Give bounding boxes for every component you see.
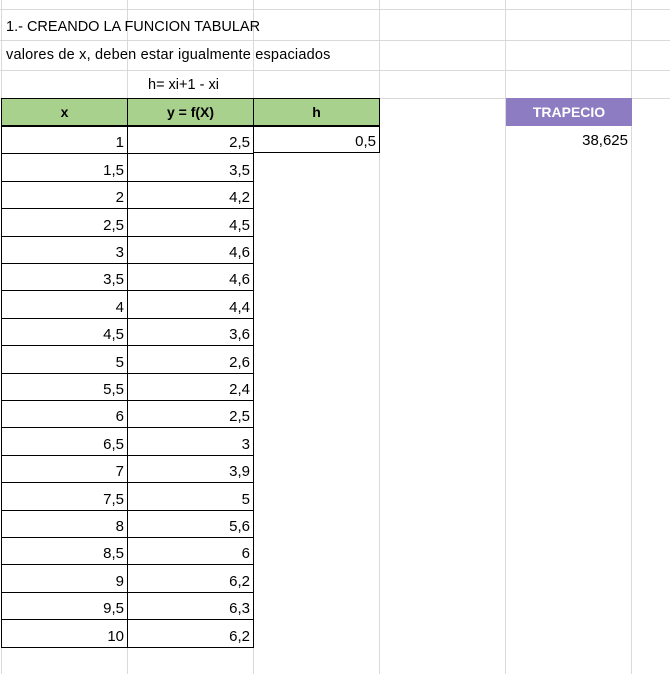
x-value: 7,5 <box>103 491 124 508</box>
x-cell[interactable] <box>1 263 128 291</box>
y-value: 4,2 <box>229 189 250 206</box>
trapecio-label[interactable]: TRAPECIO <box>506 98 632 126</box>
x-value: 7 <box>115 463 124 480</box>
x-value: 6 <box>115 408 124 425</box>
y-cell[interactable] <box>127 318 254 346</box>
h-value: 0,5 <box>355 133 376 150</box>
x-value: 1,5 <box>103 162 124 179</box>
y-value: 4,6 <box>229 244 250 261</box>
y-cell[interactable] <box>127 400 254 428</box>
x-value: 9 <box>115 573 124 590</box>
y-cell[interactable] <box>127 153 254 182</box>
trapecio-value[interactable]: 38,625 <box>582 132 628 149</box>
y-cell[interactable] <box>127 537 254 565</box>
h-value-cell[interactable] <box>253 126 380 153</box>
gridline <box>0 40 670 41</box>
x-value: 8,5 <box>103 545 124 562</box>
header-y[interactable]: y = f(X) <box>127 98 254 126</box>
x-cell[interactable] <box>1 126 128 154</box>
x-cell[interactable] <box>1 564 128 593</box>
y-cell[interactable] <box>127 126 254 154</box>
x-value: 10 <box>107 628 124 645</box>
x-cell[interactable] <box>1 318 128 346</box>
y-value: 3 <box>241 436 250 453</box>
y-value: 3,9 <box>229 463 250 480</box>
y-value: 2,6 <box>229 354 250 371</box>
y-cell[interactable] <box>127 619 254 648</box>
x-value: 4,5 <box>103 326 124 343</box>
y-cell[interactable] <box>127 455 254 483</box>
sheet-title[interactable]: 1.- CREANDO LA FUNCION TABULAR <box>6 19 261 35</box>
x-value: 2 <box>115 189 124 206</box>
x-cell[interactable] <box>1 181 128 209</box>
x-cell[interactable] <box>1 208 128 237</box>
x-value: 3,5 <box>103 271 124 288</box>
formula-note[interactable]: h= xi+1 - xi <box>148 77 219 93</box>
y-cell[interactable] <box>127 592 254 620</box>
x-cell[interactable] <box>1 619 128 648</box>
x-value: 6,5 <box>103 436 124 453</box>
y-value: 2,4 <box>229 381 250 398</box>
x-value: 5,5 <box>103 381 124 398</box>
y-cell[interactable] <box>127 482 254 511</box>
x-cell[interactable] <box>1 400 128 428</box>
y-cell[interactable] <box>127 373 254 401</box>
y-value: 5 <box>241 491 250 508</box>
x-cell[interactable] <box>1 592 128 620</box>
gridline <box>0 70 670 71</box>
y-value: 2,5 <box>229 408 250 425</box>
y-value: 4,5 <box>229 217 250 234</box>
y-cell[interactable] <box>127 345 254 374</box>
y-value: 5,6 <box>229 518 250 535</box>
header-h[interactable]: h <box>253 98 380 126</box>
y-cell[interactable] <box>127 427 254 456</box>
x-value: 8 <box>115 518 124 535</box>
x-value: 2,5 <box>103 217 124 234</box>
x-value: 3 <box>115 244 124 261</box>
x-cell[interactable] <box>1 236 128 264</box>
x-cell[interactable] <box>1 537 128 565</box>
header-x[interactable]: x <box>1 98 128 126</box>
y-cell[interactable] <box>127 510 254 538</box>
x-value: 9,5 <box>103 600 124 617</box>
x-value: 4 <box>115 299 124 316</box>
y-cell[interactable] <box>127 208 254 237</box>
y-value: 6,3 <box>229 600 250 617</box>
x-cell[interactable] <box>1 482 128 511</box>
y-cell[interactable] <box>127 236 254 264</box>
x-cell[interactable] <box>1 290 128 319</box>
y-cell[interactable] <box>127 564 254 593</box>
x-value: 5 <box>115 354 124 371</box>
x-cell[interactable] <box>1 510 128 538</box>
x-cell[interactable] <box>1 427 128 456</box>
y-cell[interactable] <box>127 290 254 319</box>
y-cell[interactable] <box>127 263 254 291</box>
x-cell[interactable] <box>1 373 128 401</box>
y-value: 3,5 <box>229 162 250 179</box>
y-value: 6,2 <box>229 573 250 590</box>
x-cell[interactable] <box>1 345 128 374</box>
y-cell[interactable] <box>127 181 254 209</box>
x-value: 1 <box>115 134 124 151</box>
x-cell[interactable] <box>1 153 128 182</box>
y-value: 2,5 <box>229 134 250 151</box>
sheet-subtitle[interactable]: valores de x, deben estar igualmente espaciados <box>6 47 331 63</box>
x-cell[interactable] <box>1 455 128 483</box>
y-value: 4,6 <box>229 271 250 288</box>
gridline <box>0 9 670 10</box>
y-value: 6,2 <box>229 628 250 645</box>
y-value: 3,6 <box>229 326 250 343</box>
y-value: 4,4 <box>229 299 250 316</box>
y-value: 6 <box>241 545 250 562</box>
